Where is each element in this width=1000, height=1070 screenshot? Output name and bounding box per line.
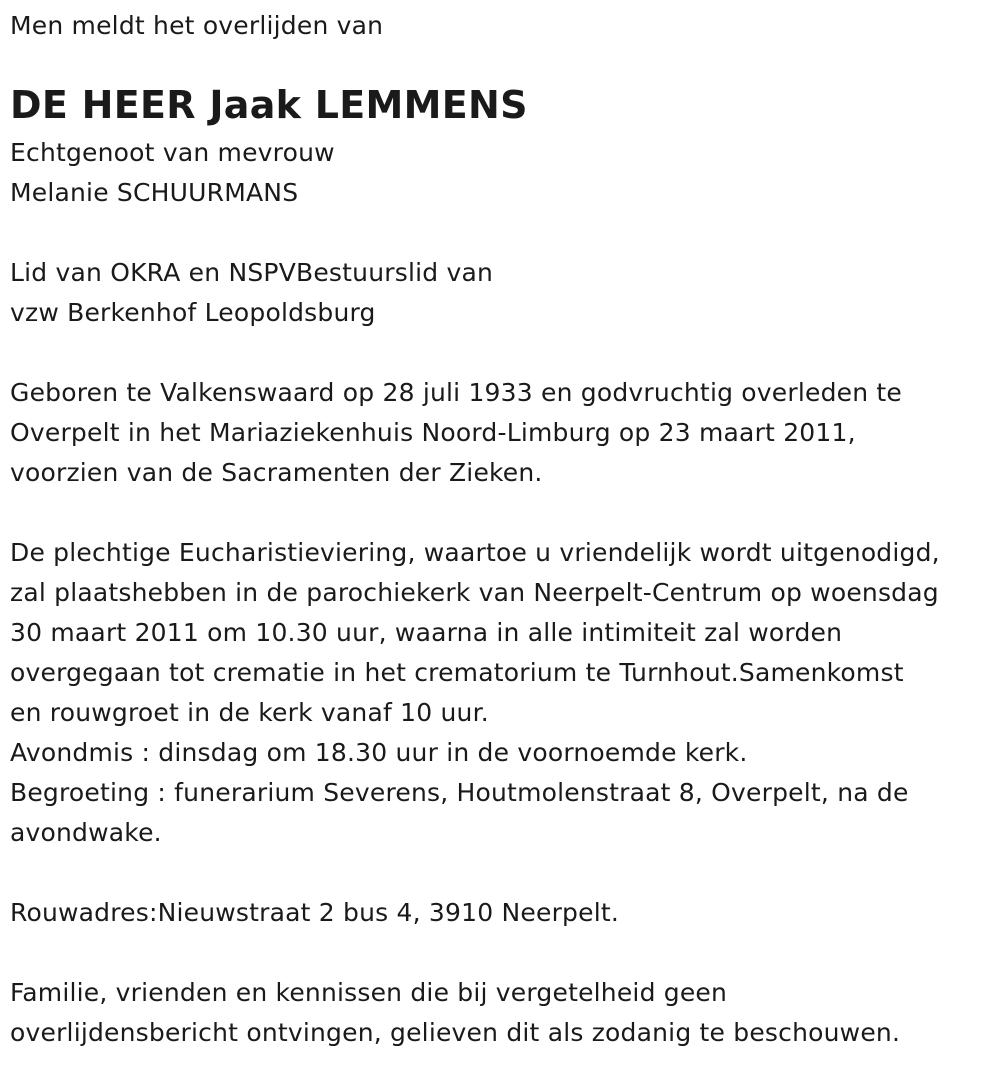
evening-mass-line: Avondmis : dinsdag om 18.30 uur in de voornoemde kerk. <box>10 738 748 767</box>
birth-death-block <box>10 373 902 493</box>
funeral-line: en rouwgroet in de kerk vanaf 10 uur. <box>10 698 489 727</box>
family-notice-line: Familie, vrienden en kennissen die bij vergetelheid geen <box>10 978 728 1007</box>
family-notice-line: overlijdensbericht ontvingen, gelieven dit als zodanig te beschouwen. <box>10 1018 901 1047</box>
spouse-line: Melanie SCHUURMANS <box>10 178 299 207</box>
spouse-block <box>10 133 335 213</box>
funeral-details-block <box>10 533 940 853</box>
intro-text: Men meldt het overlijden van <box>10 11 384 40</box>
greeting-line: Begroeting : funerarium Severens, Houtmolenstraat 8, Overpelt, na de <box>10 778 909 807</box>
greeting-line: avondwake. <box>10 818 162 847</box>
funeral-line: zal plaatshebben in de parochiekerk van Neerpelt-Centrum op woensdag <box>10 578 939 607</box>
membership-line: Lid van OKRA en NSPVBestuurslid van <box>10 258 494 287</box>
birth-death-line: Overpelt in het Mariaziekenhuis Noord-Limburg op 23 maart 2011, <box>10 418 856 447</box>
mourning-address-block <box>10 893 619 933</box>
family-notice-block <box>10 973 900 1053</box>
funeral-line: 30 maart 2011 om 10.30 uur, waarna in alle intimiteit zal worden <box>10 618 843 647</box>
mourning-address: Rouwadres:Nieuwstraat 2 bus 4, 3910 Neerpelt. <box>10 898 619 927</box>
deceased-name: DE HEER Jaak LEMMENS <box>10 83 528 127</box>
spouse-line: Echtgenoot van mevrouw <box>10 138 335 167</box>
birth-death-line: Geboren te Valkenswaard op 28 juli 1933 en godvruchtig overleden te <box>10 378 903 407</box>
birth-death-line: voorzien van de Sacramenten der Zieken. <box>10 458 543 487</box>
funeral-line: De plechtige Eucharistieviering, waartoe u vriendelijk wordt uitgenodigd, <box>10 538 940 567</box>
funeral-line: overgegaan tot crematie in het crematorium te Turnhout.Samenkomst <box>10 658 904 687</box>
membership-block <box>10 253 493 333</box>
membership-line: vzw Berkenhof Leopoldsburg <box>10 298 376 327</box>
